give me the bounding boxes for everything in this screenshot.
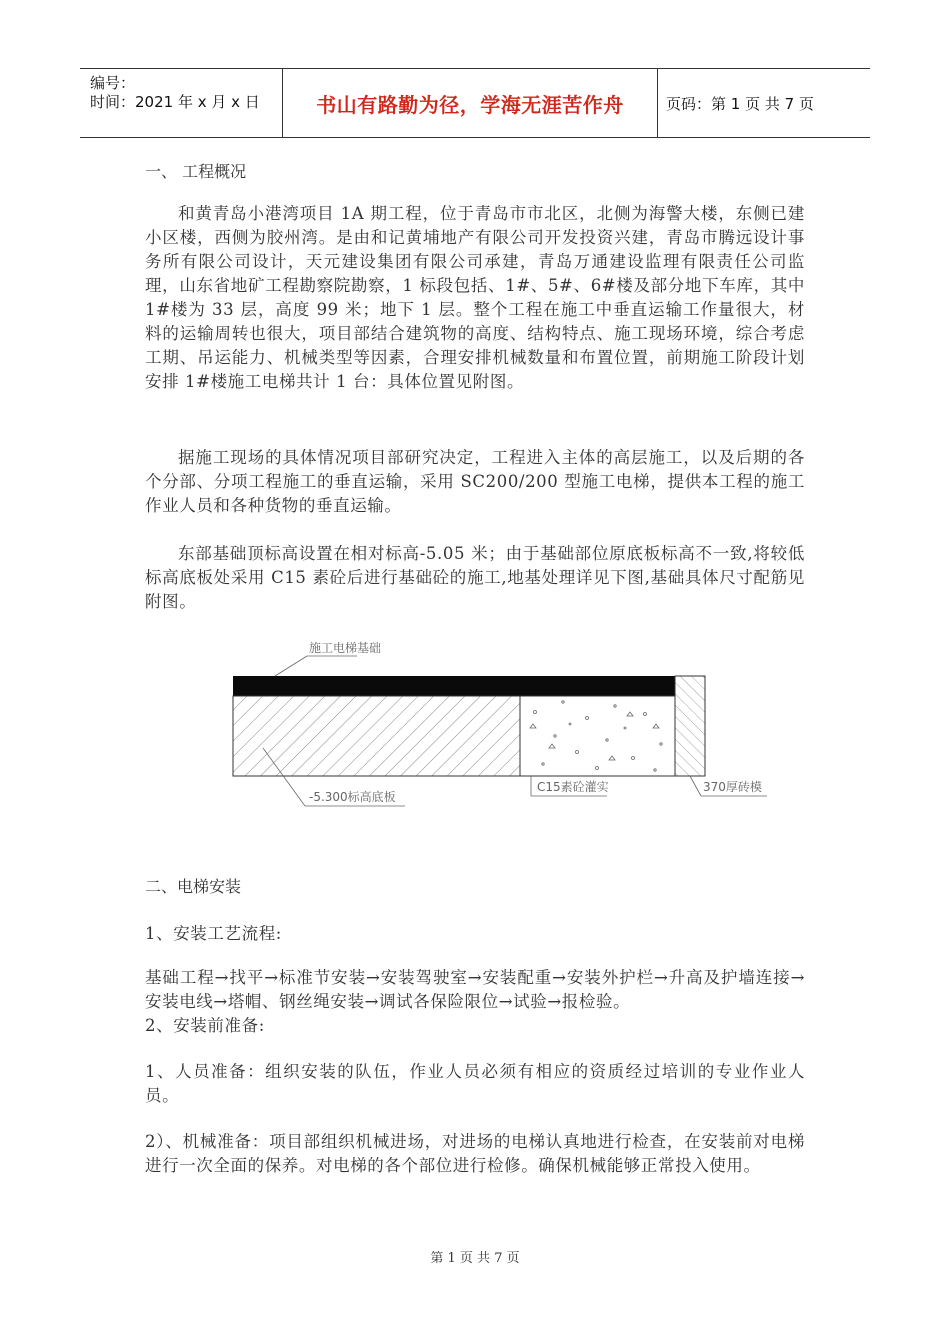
floor-slab (233, 696, 520, 776)
header-motto-cell (283, 69, 658, 137)
page-header (80, 68, 870, 138)
header-motto: 书山有路勤为径，学海无涯苦作舟 (316, 92, 624, 117)
section-1-title: 一、 工程概况 (145, 162, 247, 181)
page-footer: 第 1 页 共 7 页 (430, 1251, 520, 1266)
section-2-1-body: 基础工程→找平→标准节安装→安装驾驶室→安装配重→安装外护栏→升高及护墙连接→安装电线→塔帽、钢丝绳安装→调试各保险限位→试验→报检验。 (145, 968, 805, 1011)
section-2-2-paragraph-2: 2）、机械准备：项目部组织机械进场，对进场的电梯认真地进行检查，在安装前对电梯进行一次全面的保养。对电梯的各个部位进行检修。确保机械能够正常投入使用。 (145, 1132, 805, 1175)
section-1-paragraph-1: 和黄青岛小港湾项目 1A 期工程，位于青岛市市北区，北侧为海警大楼，东侧已建小区楼，西侧为胶州湾。是由和记黄埔地产有限公司开发投资兴建，青岛市腾远设计事务所有限公司设计，天元建设集团有限公司承建，青岛万通建设监理有限责任公司监理，山东省地矿工程勘察院勘察，1 标段包括、1#、5#、6#楼及部分地下车库，其中 1#楼为 33 层，高度 99 米；地下 1 层。整个工程在施工中垂直运输工作量很大，材料的运输周转也很大，项目部结合建筑物的高度、结构特点、施工现场环境，综合考虑工期、吊运能力、机械类型等因素，合理安排机械数量和布置位置，前期施工阶段计划安排 1#楼施工电梯共计 1 台：具体位置见附图。 (145, 204, 805, 391)
brick-mold (675, 676, 705, 776)
label-floor-slab: -5.300标高底板 (309, 790, 396, 804)
section-2-2-paragraph-1: 1、人员准备：组织安装的队伍，作业人员必须有相应的资质经过培训的专业作业人员。 (145, 1062, 805, 1105)
header-page-number: 页码：第 1 页 共 7 页 (666, 94, 814, 113)
c15-concrete-fill (520, 696, 675, 776)
label-concrete: C15素砼灌实 (537, 780, 609, 794)
section-2-1-title: 1、安装工艺流程: (145, 924, 282, 943)
section-2-title: 二、电梯安装 (145, 877, 242, 896)
document-date: 时间：2021 年 x 月 x 日 (90, 93, 260, 111)
label-brick: 370厚砖模 (703, 780, 762, 794)
section-2-2-title: 2、安装前准备: (145, 1016, 265, 1035)
foundation-section-diagram (225, 640, 785, 830)
header-meta (80, 69, 283, 137)
document-number: 编号： (90, 74, 136, 92)
section-1-paragraph-3: 东部基础顶标高设置在相对标高-5.05 米；由于基础部位原底板标高不一致,将较低标高底板处采用 C15 素砼后进行基础砼的施工,地基处理详见下图,基础具体尺寸配筋见附图。 (145, 544, 805, 611)
foundation-slab (233, 676, 675, 696)
label-foundation: 施工电梯基础 (309, 641, 382, 655)
section-1-paragraph-2: 据施工现场的具体情况项目部研究决定，工程进入主体的高层施工，以及后期的各个分部、分项工程施工的垂直运输，采用 SC200/200 型施工电梯，提供本工程的施工作业人员和各种货物的垂直运输。 (145, 448, 805, 515)
